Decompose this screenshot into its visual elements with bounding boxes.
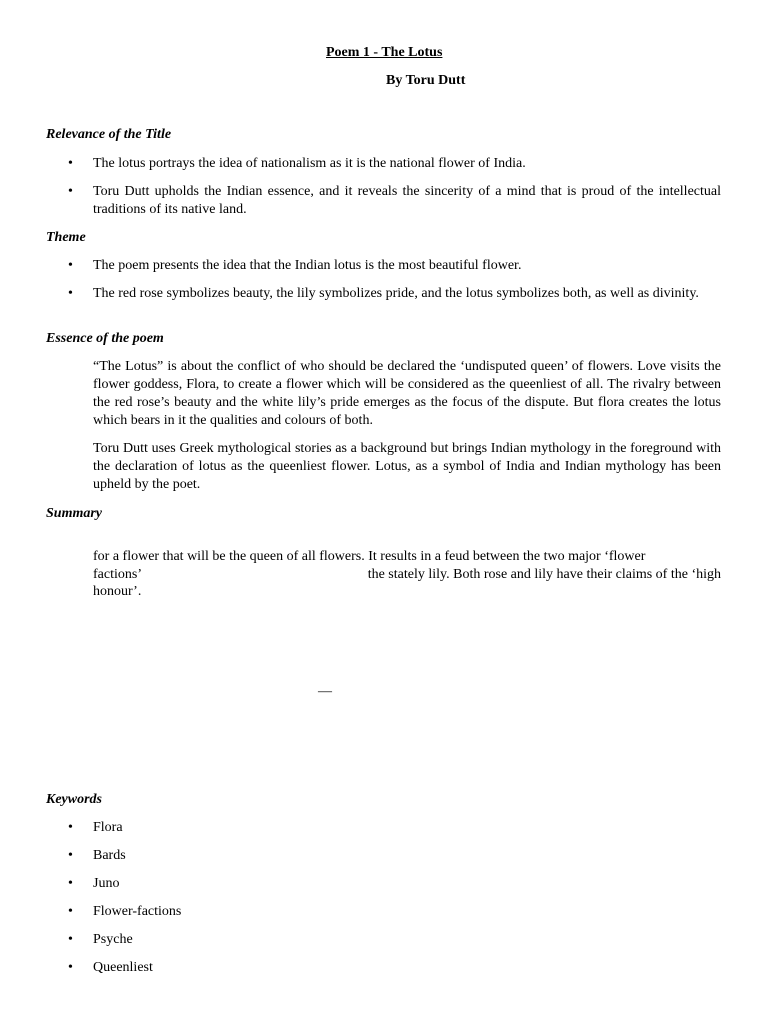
paragraph-essence-2: Toru Dutt uses Greek mythological stories as a background but brings Indian mythology in the foreground with the declaration of lotus as the queenliest flower. Lotus, as a symbol of India and Indian mythology has been upheld by the poet. (93, 441, 721, 492)
summary-line-3: honour’. (93, 584, 142, 599)
bullet-icon: • (68, 904, 73, 919)
keyword-text: Flora (93, 820, 123, 835)
bullet-icon: • (68, 960, 73, 975)
keyword-text: Bards (93, 848, 126, 863)
list-item-text: The lotus portrays the idea of nationalism as it is the national flower of India. (93, 156, 526, 171)
heading-summary: Summary (46, 506, 103, 521)
list-item (68, 183, 721, 219)
list-item (68, 959, 721, 977)
bullet-icon: • (68, 258, 73, 273)
author-byline: By Toru Dutt (386, 73, 466, 88)
summary-line-1 (93, 548, 721, 566)
page-title-text: Poem 1 - The Lotus (326, 45, 443, 60)
bullet-icon: • (68, 286, 73, 301)
list-item (68, 285, 721, 303)
keyword-text: Flower-factions (93, 904, 182, 919)
paragraph-essence-1: “The Lotus” is about the conflict of who should be declared the ‘undisputed queen’ of flowers. Love visits the flower goddess, Flora, to create a flower which will be considered as the queenliest of all. The rivalry between the red rose’s beauty and the white lily’s pride emerges as the focus of the dispute. But flora creates the lotus which bears in it the qualities and colours of both. (93, 359, 721, 428)
keyword-text: Psyche (93, 932, 133, 947)
bullet-icon: • (68, 932, 73, 947)
bullet-icon: • (68, 876, 73, 891)
list-item (68, 819, 721, 837)
heading-relevance: Relevance of the Title (46, 127, 172, 142)
list-item (68, 847, 721, 865)
keyword-text: Juno (93, 876, 120, 891)
summary-line-2-left: factions’ (93, 567, 142, 582)
heading-keywords: Keywords (46, 792, 102, 807)
bullet-icon: • (68, 156, 73, 171)
list-item-text: Toru Dutt upholds the Indian essence, and it reveals the sincerity of a mind that is proud of the intellectual traditions of its native land. (93, 184, 721, 217)
list-item-text: The red rose symbolizes beauty, the lily symbolizes pride, and the lotus symbolizes both, as well as divinity. (93, 286, 699, 301)
dash-mark: — (318, 684, 332, 699)
list-item (68, 931, 721, 949)
page-title (326, 44, 442, 62)
list-item (68, 903, 721, 921)
bullet-icon: • (68, 820, 73, 835)
heading-essence: Essence of the poem (46, 331, 164, 346)
summary-line-1-text: for a flower that will be the queen of all flowers. It results in a feud between the two major ‘flower (93, 549, 646, 564)
bullet-icon: • (68, 184, 73, 199)
list-item (68, 257, 721, 275)
summary-line-2-right: the stately lily. Both rose and lily have their claims of the ‘high (367, 567, 721, 582)
list-item (68, 155, 721, 173)
keyword-text: Queenliest (93, 960, 153, 975)
list-item (68, 875, 721, 893)
list-item-text: The poem presents the idea that the Indian lotus is the most beautiful flower. (93, 258, 522, 273)
bullet-icon: • (68, 848, 73, 863)
heading-theme: Theme (46, 230, 86, 245)
